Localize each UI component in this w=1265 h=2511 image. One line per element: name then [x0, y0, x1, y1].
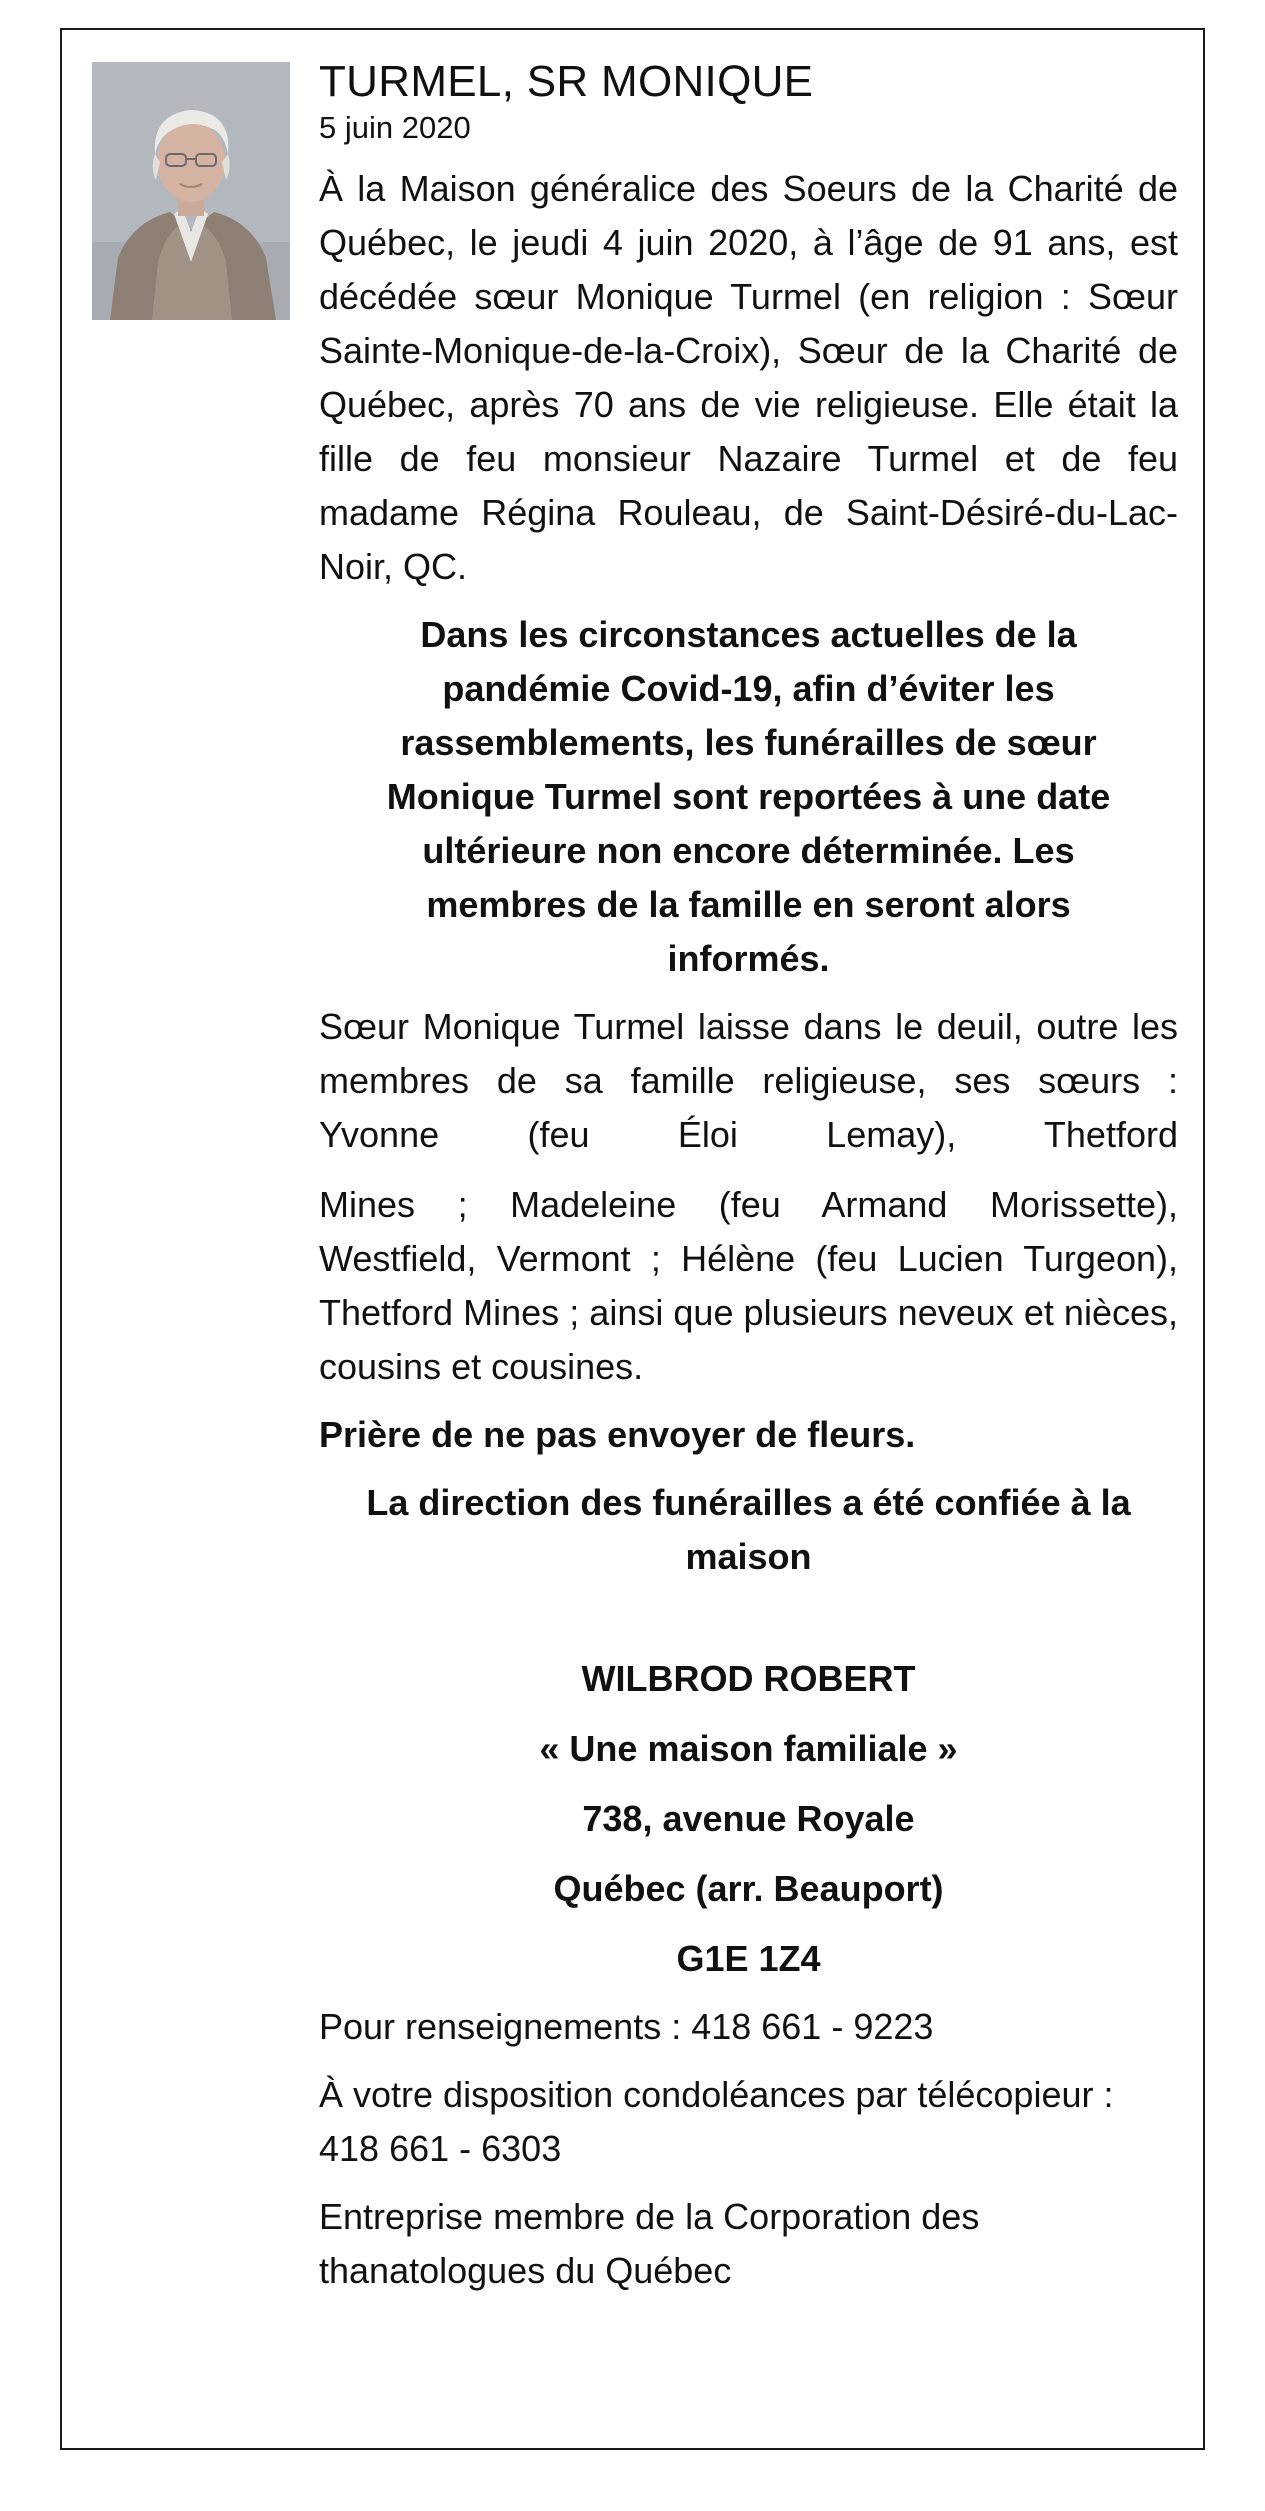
fax-number: 418 661 - 6303	[319, 2128, 562, 2169]
survivors-paragraph-part2: Mines ; Madeleine (feu Armand Morissette), Westfield, Vermont ; Hélène (feu Lucien Turgeon), Thetford Mines ; ainsi que plusieurs neveux et nièces, cousins et cousines.	[319, 1184, 1178, 1387]
deceased-name: TURMEL, SR MONIQUE	[319, 57, 814, 106]
info-phone: Pour renseignements : 418 661 - 9223	[319, 2006, 934, 2047]
flowers-request: Prière de ne pas envoyer de fleurs.	[319, 1414, 916, 1455]
portrait-image	[92, 62, 290, 320]
fax-label: À votre disposition condoléances par télécopieur :	[319, 2074, 1114, 2115]
obituary-notice	[60, 28, 1205, 2450]
funeral-home-city: Québec (arr. Beauport)	[553, 1868, 944, 1909]
publication-date: 5 juin 2020	[319, 110, 471, 145]
intro-paragraph: À la Maison généralice des Soeurs de la Charité de Québec, le jeudi 4 juin 2020, à l’âge de 91 ans, est décédée sœur Monique Turmel (en religion : Sœur Sainte-Monique-de-la-Croix), Sœur de la Charité de Québec, après 70 ans de vie religieuse. Elle était la fille de feu monsieur Nazaire Turmel et de feu madame Régina Rouleau, de Saint-Désiré-du-Lac-Noir, QC.	[319, 168, 1178, 587]
funeral-home-slogan: « Une maison familiale »	[539, 1728, 958, 1769]
covid-notice: Dans les circonstances actuelles de la pandémie Covid-19, afin d’éviter les rassemblements, les funérailles de sœur Monique Turmel sont reportées à une date ultérieure non encore déterminée. Les membres de la famille en seront alors informés.	[386, 614, 1111, 979]
funeral-direction: La direction des funérailles a été confiée à la maison	[366, 1482, 1131, 1577]
notice-content	[319, 56, 1178, 2298]
funeral-home-name: WILBROD ROBERT	[581, 1658, 916, 1699]
membership-statement: Entreprise membre de la Corporation des thanatologues du Québec	[319, 2196, 980, 2291]
deceased-portrait	[92, 62, 290, 320]
funeral-home-postal-code: G1E 1Z4	[676, 1938, 821, 1979]
survivors-paragraph-part1: Sœur Monique Turmel laisse dans le deuil, outre les membres de sa famille religieuse, ses sœurs : Yvonne (feu Éloi Lemay), Thetford	[319, 1006, 1178, 1155]
funeral-home-street: 738, avenue Royale	[582, 1798, 915, 1839]
